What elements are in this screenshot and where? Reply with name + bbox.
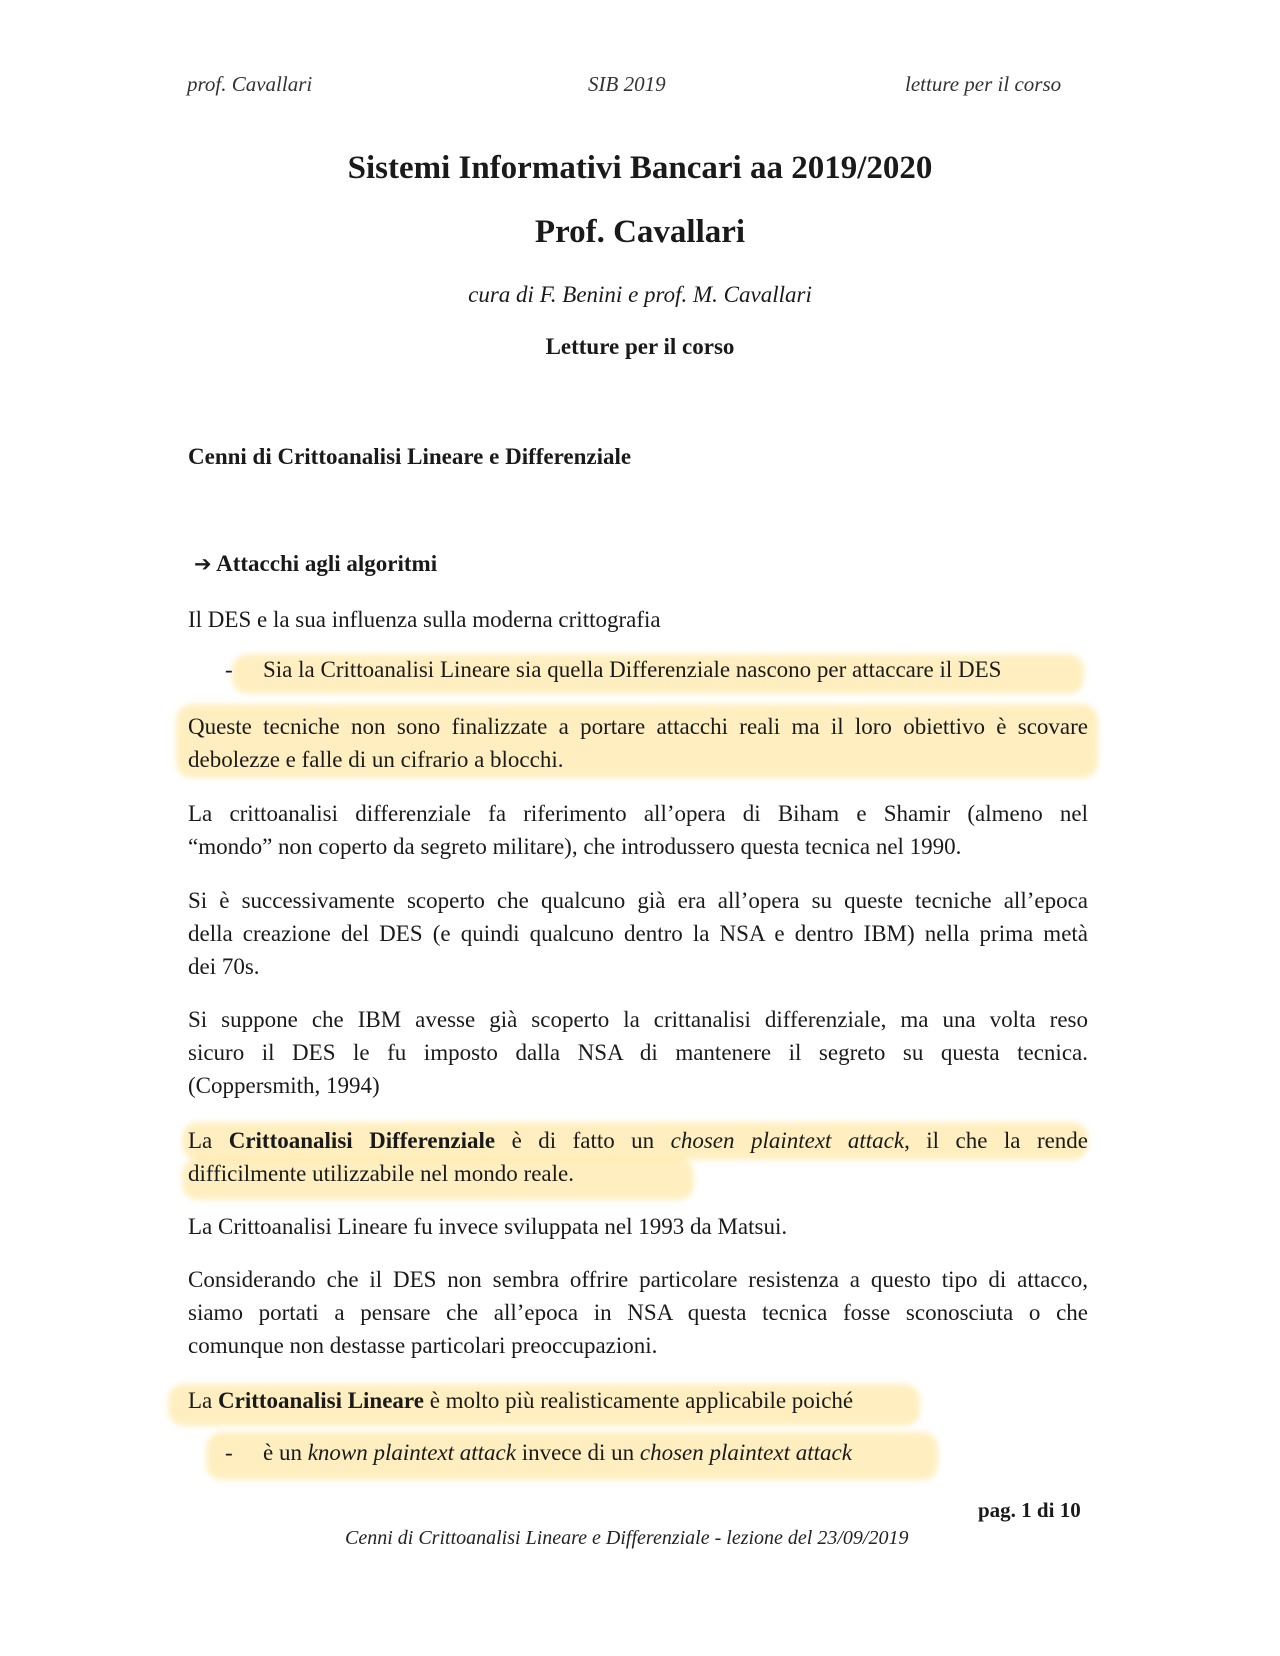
document-subtitle: Letture per il corso <box>545 334 735 359</box>
paragraph-6-line-2: difficilmente utilizzabile nel mondo reale. <box>188 1161 574 1186</box>
document-curators: cura di F. Benini e prof. M. Cavallari <box>468 282 812 307</box>
subsection-label: Attacchi agli algoritmi <box>216 551 438 576</box>
paragraph-3-line-2: “mondo” non coperto da segreto militare), che introdussero questa tecnica nel 1990. <box>188 834 962 859</box>
header-center: SIB 2019 <box>588 72 666 96</box>
bullet-1-text: Sia la Crittoanalisi Lineare sia quella Differenziale nascono per attaccare il DES <box>263 657 1002 682</box>
paragraph-5-line-1: Si suppone che IBM avesse già scoperto la crittanalisi differenziale, ma una volta reso <box>188 1007 1088 1032</box>
paragraph-5 <box>188 1003 1088 1102</box>
header-left: prof. Cavallari <box>187 72 313 96</box>
bullet-2-text <box>263 1440 852 1466</box>
arrow-icon: ➔ <box>194 552 212 576</box>
paragraph-4-line-3: dei 70s. <box>188 954 260 979</box>
paragraph-7: La Crittoanalisi Lineare fu invece sviluppata nel 1993 da Matsui. <box>188 1214 788 1239</box>
paragraph-2-line-2: debolezze e falle di un cifrario a blocchi. <box>188 747 564 772</box>
paragraph-5-line-3: (Coppersmith, 1994) <box>188 1073 380 1098</box>
paragraph-2 <box>188 710 1088 776</box>
paragraph-4 <box>188 884 1088 983</box>
paragraph-5-line-2: sicuro il DES le fu imposto dalla NSA di mantenere il segreto su questa tecnica. <box>188 1040 1088 1065</box>
paragraph-8-line-2: siamo portati a pensare che all’epoca in NSA questa tecnica fosse sconosciuta o che <box>188 1300 1088 1325</box>
subsection-heading <box>194 551 437 577</box>
p6-end: , il che la rende <box>904 1128 1089 1153</box>
b2-known: known plaintext attack <box>307 1440 516 1465</box>
paragraph-8 <box>188 1263 1088 1362</box>
paragraph-9 <box>188 1384 853 1417</box>
paragraph-2-line-1: Queste tecniche non sono finalizzate a portare attacchi reali ma il loro obiettivo è scovare <box>188 714 1088 739</box>
paragraph-4-line-2: della creazione del DES (e quindi qualcuno dentro la NSA e dentro IBM) nella prima metà <box>188 921 1088 946</box>
p6-attack: chosen plaintext attack <box>670 1128 905 1153</box>
footer-caption: Cenni di Crittoanalisi Lineare e Differenziale - lezione del 23/09/2019 <box>345 1527 909 1549</box>
document-author: Prof. Cavallari <box>534 214 746 250</box>
p6-term: Crittoanalisi Differenziale <box>228 1128 496 1153</box>
paragraph-3-line-1: La crittoanalisi differenziale fa riferimento all’opera di Biham e Shamir (almeno nel <box>188 801 1088 826</box>
page-number: pag. 1 di 10 <box>978 1498 1081 1522</box>
b2-chosen: chosen plaintext attack <box>639 1440 852 1465</box>
b2-c: invece di un <box>521 1440 635 1465</box>
p9-term: Crittoanalisi Lineare <box>218 1388 424 1413</box>
p9-rest: è molto più realisticamente applicabile poiché <box>429 1388 854 1413</box>
bullet-dash: - <box>225 1440 233 1465</box>
paragraph-3 <box>188 797 1088 863</box>
paragraph-4-line-1: Si è successivamente scoperto che qualcuno già era all’opera su queste tecniche all’epoca <box>188 888 1088 913</box>
paragraph-6-line-1 <box>188 1124 1088 1157</box>
p6-mid: è di fatto un <box>511 1128 655 1153</box>
bullet-dash: - <box>225 657 233 682</box>
p9-la: La <box>188 1388 213 1413</box>
p6-la: La <box>188 1128 213 1153</box>
paragraph-6 <box>188 1124 1088 1190</box>
paragraph-8-line-3: comunque non destasse particolari preoccupazioni. <box>188 1333 658 1358</box>
document-title: Sistemi Informativi Bancari aa 2019/2020 <box>347 150 933 186</box>
header-right: letture per il corso <box>905 72 1062 96</box>
paragraph-8-line-1: Considerando che il DES non sembra offrire particolare resistenza a questo tipo di attacco, <box>188 1267 1088 1292</box>
b2-a: è un <box>263 1440 302 1465</box>
section-title: Cenni di Crittoanalisi Lineare e Differenziale <box>188 444 632 469</box>
paragraph-1: Il DES e la sua influenza sulla moderna crittografia <box>188 607 661 632</box>
